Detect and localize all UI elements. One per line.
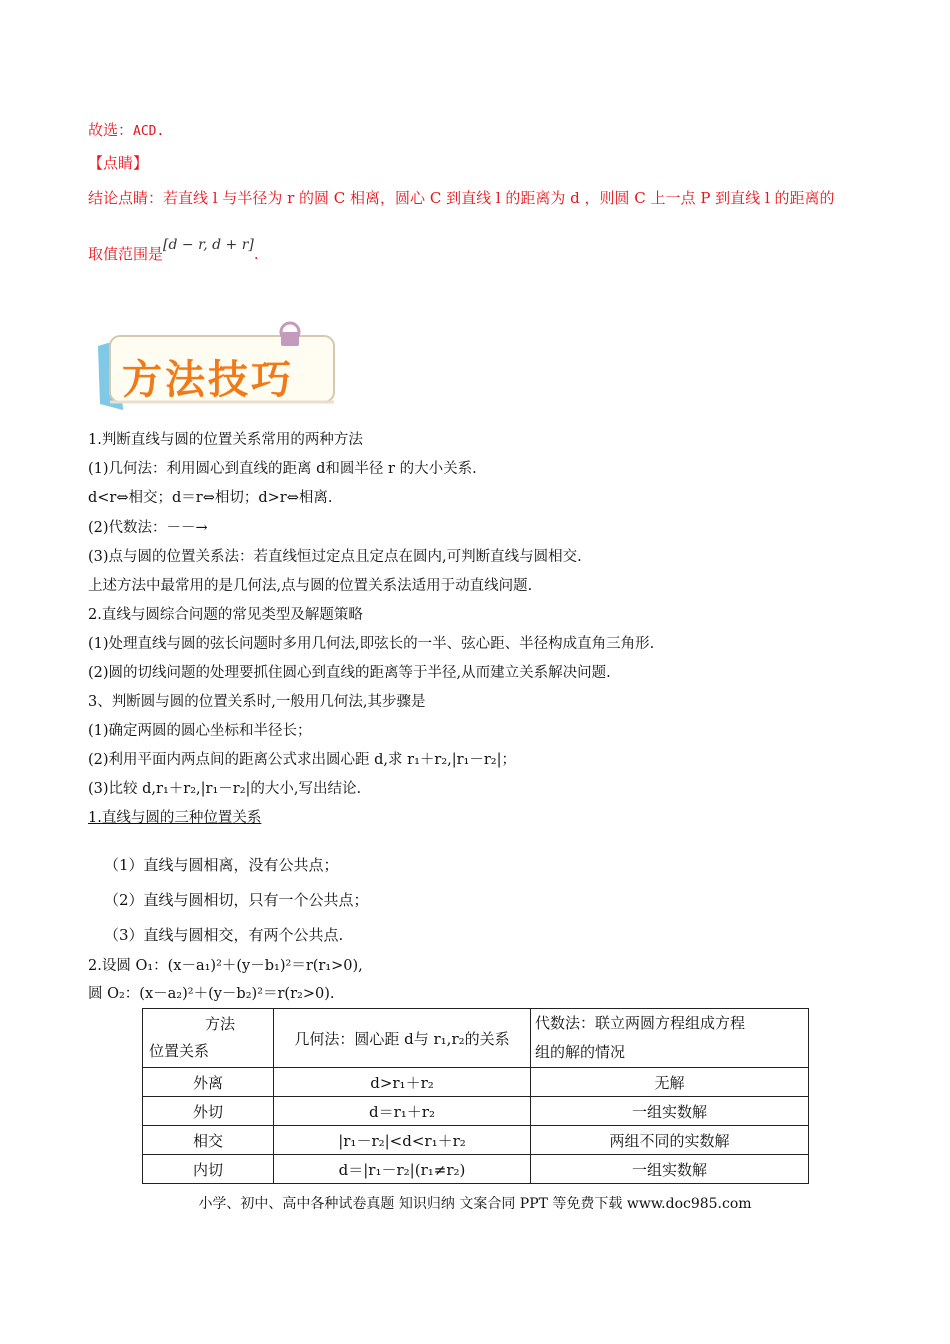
algebraic-cell: 一组实数解: [531, 1097, 809, 1126]
banner-title: 方法技巧: [122, 357, 294, 403]
method-line-7: 2.直线与圆综合问题的常见类型及解题策略: [88, 607, 363, 623]
method-line-9: (2)圆的切线问题的处理要抓住圆心到直线的距离等于半径,从而建立关系解决问题.: [88, 665, 611, 681]
tip-line-1: 结论点睛：若直线 l 与半径为 r 的圆 C 相离，圆心 C 到直线 l 的距离为 d ，则圆 C 上一点 P 到直线 l 的距离的: [88, 189, 835, 207]
header-algebraic-2: 组的解的情况: [535, 1043, 626, 1061]
tip-range: [d − r, d + r]: [163, 237, 254, 253]
relation-cell: 相交: [143, 1126, 274, 1155]
method-line-4: (2)代数法：－－→: [88, 520, 208, 536]
section-item-1: （1）直线与圆相离，没有公共点；: [104, 856, 339, 874]
table-row: [143, 1068, 809, 1097]
algebraic-cell: 一组实数解: [531, 1155, 809, 1184]
method-line-8: (1)处理直线与圆的弦长问题时多用几何法,即弦长的一半、弦心距、半径构成直角三角形.: [88, 636, 655, 652]
geometric-cell: |r₁－r₂|<d<r₁＋r₂: [274, 1126, 531, 1155]
tip-line-2: [88, 237, 259, 264]
header-algebraic-1: 代数法：联立两圆方程组成方程: [535, 1014, 746, 1032]
circle-def-2: 圆 O₂：(x－a₂)²＋(y－b₂)²＝r(r₂>0).: [88, 986, 335, 1002]
method-line-11: (1)确定两圆的圆心坐标和半径长；: [88, 723, 312, 739]
algebraic-cell: 无解: [531, 1068, 809, 1097]
tip-line-2-prefix: 取值范围是: [88, 245, 164, 263]
header-corner-cell: [143, 1009, 274, 1068]
answer-choice: ACD.: [133, 124, 165, 139]
method-line-2: (1)几何法：利用圆心到直线的距离 d和圆半径 r 的大小关系.: [88, 461, 477, 477]
relation-cell: 内切: [143, 1155, 274, 1184]
geometric-cell: d＝|r₁－r₂|(r₁≠r₂): [274, 1155, 531, 1184]
header-geometric: 几何法：圆心距 d与 r₁,r₂的关系: [274, 1009, 531, 1068]
method-line-5: (3)点与圆的位置关系法：若直线恒过定点且定点在圆内,可判断直线与圆相交.: [88, 549, 582, 565]
section-item-2: （2）直线与圆相切，只有一个公共点；: [104, 891, 369, 909]
circle-def-1: 2.设圆 O₁：(x－a₁)²＋(y－b₁)²＝r(r₁>0),: [88, 958, 363, 974]
header-algebraic: [531, 1009, 809, 1068]
tip-line-2-suffix: .: [253, 245, 259, 263]
section-heading: 1.直线与圆的三种位置关系: [88, 810, 262, 826]
relation-table: [142, 1008, 809, 1184]
page-footer: 小学、初中、高中各种试卷真题 知识归纳 文案合同 PPT 等免费下载 www.doc985.com: [198, 1196, 752, 1212]
method-line-12: (2)利用平面内两点间的距离公式求出圆心距 d,求 r₁＋r₂,|r₁－r₂|；: [88, 752, 517, 768]
geometric-cell: d＝r₁＋r₂: [274, 1097, 531, 1126]
header-corner-bottom: 位置关系: [149, 1042, 210, 1060]
method-line-13: (3)比较 d,r₁＋r₂,|r₁－r₂|的大小,写出结论.: [88, 781, 362, 797]
header-corner-top: 方法: [205, 1015, 236, 1033]
algebraic-cell: 两组不同的实数解: [531, 1126, 809, 1155]
table-row: [143, 1155, 809, 1184]
section-item-3: （3）直线与圆相交，有两个公共点.: [104, 926, 344, 944]
table-row: [143, 1126, 809, 1155]
method-line-1: 1.判断直线与圆的位置关系常用的两种方法: [88, 432, 363, 448]
tip-label: 【点睛】: [88, 154, 149, 172]
answer-prefix: 故选：: [88, 121, 134, 139]
answer-line: [88, 119, 164, 140]
geometric-cell: d>r₁＋r₂: [274, 1068, 531, 1097]
table-header-row: [143, 1009, 809, 1068]
method-line-10: 3、判断圆与圆的位置关系时,一般用几何法,其步骤是: [88, 694, 426, 710]
table-row: [143, 1097, 809, 1126]
method-line-6: 上述方法中最常用的是几何法,点与圆的位置关系法适用于动直线问题.: [88, 578, 533, 594]
method-banner: [88, 318, 338, 413]
relation-cell: 外离: [143, 1068, 274, 1097]
relation-cell: 外切: [143, 1097, 274, 1126]
method-line-3: d<r⇔相交；d＝r⇔相切；d>r⇔相离.: [88, 490, 333, 506]
